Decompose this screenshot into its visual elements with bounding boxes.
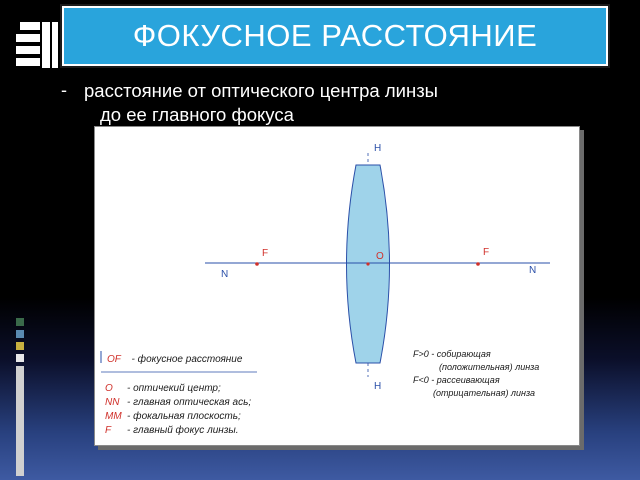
bullet-marker: - bbox=[61, 80, 67, 100]
note-diverging-sub: (отрицательная) линза bbox=[433, 388, 536, 398]
label-n-left: N bbox=[221, 269, 229, 280]
label-f-left: F bbox=[262, 248, 269, 259]
legend-text: - оптичекий центр; bbox=[127, 383, 221, 394]
legend-symbol: F bbox=[105, 425, 112, 436]
label-h-bottom: H bbox=[374, 381, 382, 392]
legend-symbol: MM bbox=[105, 411, 122, 422]
legend-row-o bbox=[105, 383, 221, 394]
legend-row-mm bbox=[105, 411, 241, 422]
definition-line-1: расстояние от оптического центра линзы bbox=[84, 80, 438, 101]
legend-of-text: - фокусное расстояние bbox=[131, 354, 243, 365]
legend-text: - главная оптическая ась; bbox=[127, 397, 252, 408]
focus-point-left bbox=[255, 262, 259, 266]
legend-text: - главный фокус линзы. bbox=[127, 425, 239, 436]
note-diverging: F<0 - рассеивающая bbox=[413, 375, 500, 385]
definition-line-2: до ее главного фокуса bbox=[100, 104, 294, 125]
label-n-right: N bbox=[529, 265, 537, 276]
slide-title: ФОКУСНОЕ РАССТОЯНИЕ bbox=[62, 6, 608, 66]
legend-row-nn bbox=[105, 397, 251, 408]
label-h-top: H bbox=[374, 143, 382, 154]
legend-of-symbol: OF bbox=[107, 354, 121, 365]
legend-text: - фокальная плоскость; bbox=[127, 411, 241, 422]
focus-point-right bbox=[476, 262, 480, 266]
legend-symbol: NN bbox=[105, 397, 120, 408]
legend-of-row bbox=[107, 354, 242, 365]
note-converging-sub: (положительная) линза bbox=[439, 362, 540, 372]
definition-text bbox=[84, 79, 584, 127]
lens-diagram-panel bbox=[94, 126, 580, 446]
legend-row-f bbox=[105, 425, 239, 436]
label-f-right: F bbox=[483, 247, 490, 258]
label-o: O bbox=[376, 251, 384, 262]
legend-symbol: O bbox=[105, 383, 113, 394]
note-converging: F>0 - собирающая bbox=[413, 349, 491, 359]
optical-center-point bbox=[366, 262, 369, 265]
